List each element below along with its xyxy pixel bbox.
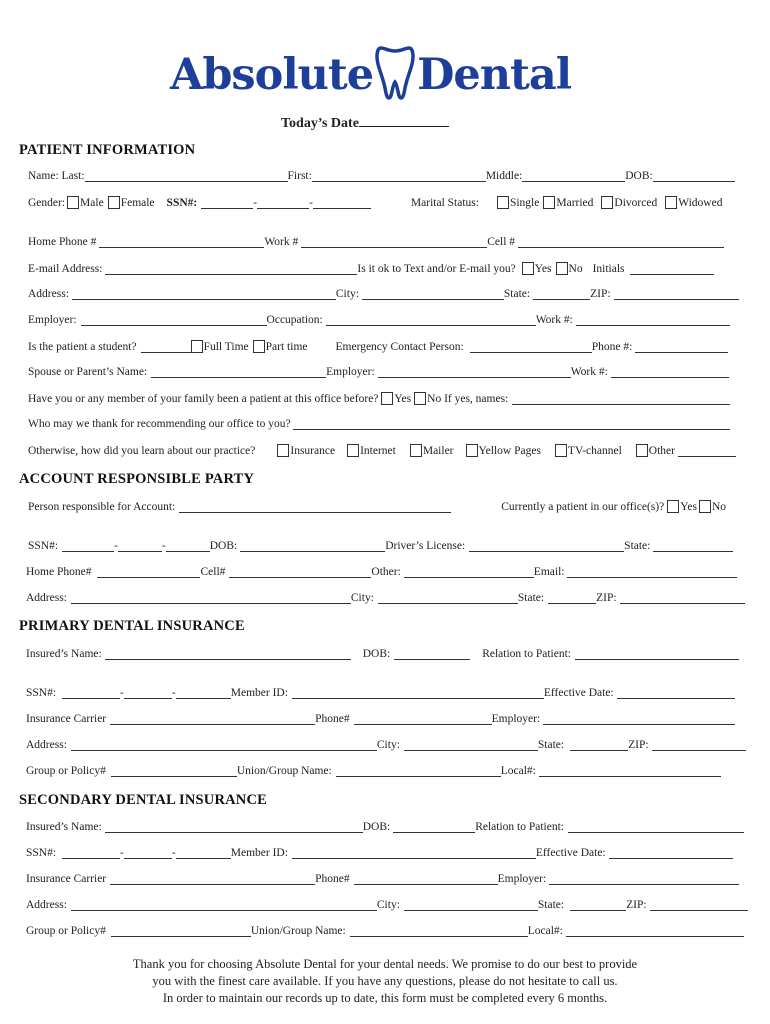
first-name-line[interactable]: [312, 170, 486, 182]
secondary-zip-line[interactable]: [650, 899, 748, 911]
label-secondary-member: Member ID:: [230, 847, 288, 859]
label-secondary-employer: Employer:: [497, 873, 547, 885]
todays-date-field[interactable]: [281, 114, 449, 132]
label-female: Female: [120, 197, 155, 209]
row-been-patient: [28, 392, 730, 405]
account-address-line[interactable]: [71, 592, 351, 604]
divorced-checkbox[interactable]: [601, 196, 613, 209]
label-work: Work #: [264, 236, 299, 248]
label-work-hash: Work #:: [535, 314, 573, 326]
row-secondary-ssn: SSN#: - - Member ID: Effective Date:: [26, 847, 733, 859]
label-widowed: Widowed: [678, 197, 723, 209]
middle-name-line[interactable]: [522, 170, 625, 182]
primary-city-line[interactable]: [404, 739, 538, 751]
ssn-line-2[interactable]: [257, 197, 309, 209]
spouse-line[interactable]: [151, 366, 326, 378]
row-address: [28, 288, 739, 300]
work-phone-line[interactable]: [301, 236, 487, 248]
label-primary-insured: Insured’s Name:: [26, 648, 102, 660]
label-secondary-city: City:: [376, 899, 400, 911]
label-full-time: Full Time: [203, 341, 249, 353]
label-drivers-license: Driver’s License:: [385, 540, 466, 552]
license-state-line[interactable]: [653, 540, 733, 552]
label-been-patient: Have you or any member of your family been a patient at this office before?: [28, 393, 379, 405]
label-name-last: Name: Last:: [28, 170, 85, 182]
account-dob-line[interactable]: [240, 540, 385, 552]
footer-line-2: you with the finest care available. If you have any questions, please do not hesitate to call us.: [152, 974, 618, 988]
other-checkbox[interactable]: [636, 444, 648, 457]
secondary-address-line[interactable]: [71, 899, 377, 911]
primary-phone-line[interactable]: [354, 713, 492, 725]
label-account-email: Email:: [533, 566, 565, 578]
row-secondary-carrier: [26, 873, 739, 885]
account-ssn-line-1[interactable]: [62, 540, 114, 552]
account-ssn-line-2[interactable]: [118, 540, 162, 552]
label-account-ssn: SSN#:: [28, 540, 59, 552]
row-student: [28, 340, 728, 353]
primary-ssn-line-1[interactable]: [62, 687, 120, 699]
footer-line-1: Thank you for choosing Absolute Dental for your dental needs. We promise to do our best to provide: [132, 957, 638, 971]
primary-effective-line[interactable]: [617, 687, 735, 699]
label-occupation: Occupation:: [266, 314, 323, 326]
label-secondary-effective: Effective Date:: [535, 847, 606, 859]
city-line[interactable]: [362, 288, 504, 300]
label-email: E-mail Address:: [28, 263, 103, 275]
row-learn: [28, 444, 736, 457]
label-initials: Initials: [592, 263, 625, 275]
married-checkbox[interactable]: [543, 196, 555, 209]
label-account-cell: Cell#: [200, 566, 226, 578]
row-primary-ssn: SSN#: - - Member ID: Effective Date:: [26, 687, 735, 699]
primary-relation-line[interactable]: [575, 648, 739, 660]
label-secondary-address: Address:: [26, 899, 67, 911]
todays-date-label: Today’s Date: [281, 116, 359, 131]
label-primary-dob: DOB:: [362, 648, 391, 660]
primary-dob-line[interactable]: [394, 648, 470, 660]
label-secondary-local: Local#:: [527, 925, 563, 937]
label-currently-yes: Yes: [680, 501, 697, 513]
dob-line[interactable]: [653, 170, 735, 182]
account-ssn-line-3[interactable]: [166, 540, 210, 552]
female-checkbox[interactable]: [108, 196, 120, 209]
label-secondary-carrier: Insurance Carrier: [26, 873, 107, 885]
insurance-checkbox[interactable]: [277, 444, 289, 457]
label-account-city: City:: [350, 592, 374, 604]
emergency-phone-line[interactable]: [635, 341, 728, 353]
label-currently-patient: Currently a patient in our office(s)?: [501, 501, 665, 513]
label-tv-channel: TV-channel: [567, 445, 622, 457]
label-text-no: No: [568, 263, 583, 275]
mailer-checkbox[interactable]: [410, 444, 422, 457]
label-primary-member: Member ID:: [230, 687, 288, 699]
label-account-address: Address:: [26, 592, 67, 604]
yellow-pages-checkbox[interactable]: [466, 444, 478, 457]
heading-primary-insurance: PRIMARY DENTAL INSURANCE: [19, 618, 245, 634]
last-name-line[interactable]: [85, 170, 288, 182]
label-been-patient-yes: Yes: [394, 393, 412, 405]
label-secondary-relation: Relation to Patient:: [475, 821, 564, 833]
row-primary-address: [26, 739, 746, 751]
secondary-member-line[interactable]: [292, 847, 536, 859]
label-single: Single: [509, 197, 540, 209]
spouse-employer-line[interactable]: [378, 366, 571, 378]
row-secondary-insured: [26, 821, 744, 833]
label-account-other: Other:: [371, 566, 401, 578]
tooth-icon: [375, 42, 415, 100]
footer-line-3: In order to maintain our records up to date, this form must be completed every 6 months.: [162, 991, 608, 1005]
label-primary-address: Address:: [26, 739, 67, 751]
primary-group-line[interactable]: [111, 765, 237, 777]
label-account-home-phone: Home Phone#: [26, 566, 92, 578]
ssn-line-3[interactable]: [313, 197, 371, 209]
heading-patient-information: PATIENT INFORMATION: [19, 142, 196, 158]
secondary-group-line[interactable]: [111, 925, 251, 937]
recommend-line[interactable]: [293, 418, 730, 430]
absolute-dental-logo: [170, 50, 571, 100]
label-primary-city: City:: [376, 739, 400, 751]
label-primary-effective: Effective Date:: [543, 687, 614, 699]
row-primary-group: [26, 765, 721, 777]
account-city-line[interactable]: [378, 592, 518, 604]
account-state-line[interactable]: [548, 592, 596, 604]
row-spouse: [28, 366, 729, 378]
emergency-contact-line[interactable]: [470, 341, 592, 353]
label-secondary-group: Group or Policy#: [26, 925, 106, 937]
label-primary-relation: Relation to Patient:: [482, 648, 571, 660]
label-mailer: Mailer: [422, 445, 454, 457]
account-cell-line[interactable]: [229, 566, 371, 578]
row-secondary-group: [26, 925, 744, 937]
row-recommend: [28, 418, 730, 430]
secondary-ssn-line-3[interactable]: [176, 847, 231, 859]
label-employer: Employer:: [28, 314, 77, 326]
footer-note: [0, 956, 770, 1007]
secondary-ssn-line-1[interactable]: [62, 847, 120, 859]
currently-yes-checkbox[interactable]: [667, 500, 679, 513]
account-email-line[interactable]: [567, 566, 737, 578]
label-other: Other: [648, 445, 675, 457]
label-secondary-phone: Phone#: [315, 873, 350, 885]
address-line[interactable]: [72, 288, 336, 300]
label-currently-no: No: [711, 501, 727, 513]
label-primary-carrier: Insurance Carrier: [26, 713, 107, 725]
secondary-relation-line[interactable]: [568, 821, 744, 833]
logo-text-absolute: Absolute: [170, 50, 374, 100]
label-gender: Gender:: [28, 197, 66, 209]
label-secondary-insured: Insured’s Name:: [26, 821, 102, 833]
been-patient-yes-checkbox[interactable]: [381, 392, 393, 405]
row-account-phones: [26, 566, 737, 578]
primary-union-line[interactable]: [336, 765, 501, 777]
male-checkbox[interactable]: [67, 196, 79, 209]
row-gender: Gender: Male Female SSN#: - - Marital Status: Single Married Divorced Widowed: [28, 197, 723, 209]
label-emergency-contact: Emergency Contact Person:: [335, 341, 464, 353]
primary-zip-line[interactable]: [652, 739, 746, 751]
spouse-work-line[interactable]: [611, 366, 729, 378]
secondary-carrier-line[interactable]: [110, 873, 315, 885]
primary-insured-line[interactable]: [105, 648, 351, 660]
zip-line[interactable]: [614, 288, 739, 300]
label-primary-phone: Phone#: [315, 713, 350, 725]
ssn-line-1[interactable]: [201, 197, 253, 209]
label-otherwise: Otherwise, how did you learn about our practice?: [28, 445, 256, 457]
part-time-checkbox[interactable]: [253, 340, 265, 353]
row-person-responsible: [28, 500, 726, 513]
label-primary-state: State:: [537, 739, 565, 751]
secondary-employer-line[interactable]: [549, 873, 739, 885]
label-marital-status: Marital Status:: [410, 197, 479, 209]
primary-local-line[interactable]: [539, 765, 721, 777]
todays-date-line[interactable]: [359, 114, 449, 127]
full-time-checkbox[interactable]: [191, 340, 203, 353]
internet-checkbox[interactable]: [347, 444, 359, 457]
label-primary-ssn: SSN#:: [26, 687, 57, 699]
email-line[interactable]: [105, 263, 357, 275]
heading-account-responsible: ACCOUNT RESPONSIBLE PARTY: [19, 471, 255, 487]
row-employer: [28, 314, 730, 326]
secondary-local-line[interactable]: [566, 925, 744, 937]
label-account-zip: ZIP:: [596, 592, 617, 604]
primary-ssn-line-2[interactable]: [124, 687, 172, 699]
label-text-ok: Is it ok to Text and/or E-mail you?: [357, 263, 516, 275]
row-primary-insured: [26, 648, 739, 660]
label-middle: Middle:: [485, 170, 523, 182]
label-zip: ZIP:: [590, 288, 611, 300]
label-person-responsible: Person responsible for Account:: [28, 501, 176, 513]
label-primary-union: Union/Group Name:: [236, 765, 332, 777]
secondary-city-line[interactable]: [404, 899, 538, 911]
row-email: [28, 262, 714, 275]
row-secondary-address: [26, 899, 748, 911]
label-been-patient-no: No If yes, names:: [427, 393, 509, 405]
logo-text-dental: Dental: [417, 50, 572, 100]
label-primary-local: Local#:: [500, 765, 536, 777]
been-patient-no-checkbox[interactable]: [414, 392, 426, 405]
label-secondary-dob: DOB:: [362, 821, 391, 833]
label-part-time: Part time: [265, 341, 308, 353]
work-hash-line[interactable]: [576, 314, 730, 326]
employer-line[interactable]: [81, 314, 267, 326]
label-dob: DOB:: [625, 170, 653, 182]
label-spouse: Spouse or Parent’s Name:: [28, 366, 148, 378]
label-spouse-employer: Employer:: [326, 366, 375, 378]
secondary-dob-line[interactable]: [393, 821, 475, 833]
initials-line[interactable]: [630, 263, 714, 275]
row-account-ssn: SSN#: - - DOB: Driver’s License: State:: [28, 540, 733, 552]
secondary-state-line[interactable]: [570, 899, 626, 911]
primary-member-line[interactable]: [292, 687, 544, 699]
label-male: Male: [80, 197, 104, 209]
names-line[interactable]: [512, 393, 730, 405]
label-spouse-work: Work #:: [570, 366, 608, 378]
label-married: Married: [556, 197, 594, 209]
label-first: First:: [287, 170, 312, 182]
label-state: State:: [503, 288, 531, 300]
label-yellow-pages: Yellow Pages: [478, 445, 541, 457]
primary-address-line[interactable]: [71, 739, 377, 751]
primary-ssn-line-3[interactable]: [176, 687, 231, 699]
heading-secondary-insurance: SECONDARY DENTAL INSURANCE: [19, 792, 268, 808]
account-other-line[interactable]: [404, 566, 534, 578]
label-secondary-union: Union/Group Name:: [250, 925, 346, 937]
row-name: [28, 170, 735, 182]
row-phones: [28, 236, 724, 248]
label-internet: Internet: [360, 445, 396, 457]
text-no-checkbox[interactable]: [556, 262, 568, 275]
label-primary-zip: ZIP:: [628, 739, 649, 751]
text-yes-checkbox[interactable]: [522, 262, 534, 275]
primary-state-line[interactable]: [570, 739, 628, 751]
label-city: City:: [335, 288, 359, 300]
row-account-address: [26, 592, 745, 604]
label-license-state: State:: [624, 540, 651, 552]
label-ssn: SSN#:: [166, 197, 198, 209]
single-checkbox[interactable]: [497, 196, 509, 209]
home-phone-line[interactable]: [99, 236, 264, 248]
label-cell: Cell #: [487, 236, 516, 248]
label-address: Address:: [28, 288, 69, 300]
account-home-phone-line[interactable]: [97, 566, 200, 578]
primary-employer-line[interactable]: [543, 713, 735, 725]
tv-channel-checkbox[interactable]: [555, 444, 567, 457]
secondary-phone-line[interactable]: [354, 873, 498, 885]
secondary-effective-line[interactable]: [609, 847, 733, 859]
secondary-ssn-line-2[interactable]: [124, 847, 172, 859]
other-line[interactable]: [678, 445, 736, 457]
label-secondary-ssn: SSN#:: [26, 847, 57, 859]
student-line[interactable]: [141, 341, 191, 353]
currently-no-checkbox[interactable]: [699, 500, 711, 513]
label-home-phone: Home Phone #: [28, 236, 97, 248]
occupation-line[interactable]: [326, 314, 536, 326]
state-line[interactable]: [533, 288, 590, 300]
drivers-license-line[interactable]: [469, 540, 624, 552]
label-insurance: Insurance: [290, 445, 336, 457]
label-recommend: Who may we thank for recommending our office to you?: [28, 418, 291, 430]
label-primary-group: Group or Policy#: [26, 765, 106, 777]
widowed-checkbox[interactable]: [665, 196, 677, 209]
label-primary-employer: Employer:: [491, 713, 541, 725]
cell-phone-line[interactable]: [518, 236, 724, 248]
label-emergency-phone: Phone #:: [591, 341, 633, 353]
label-divorced: Divorced: [614, 197, 658, 209]
label-student: Is the patient a student?: [28, 341, 137, 353]
primary-carrier-line[interactable]: [110, 713, 315, 725]
label-secondary-zip: ZIP:: [626, 899, 647, 911]
secondary-union-line[interactable]: [350, 925, 528, 937]
secondary-insured-line[interactable]: [105, 821, 363, 833]
account-zip-line[interactable]: [620, 592, 745, 604]
person-responsible-line[interactable]: [179, 501, 451, 513]
label-secondary-state: State:: [537, 899, 565, 911]
label-account-state: State:: [517, 592, 545, 604]
label-account-dob: DOB:: [209, 540, 238, 552]
label-text-yes: Yes: [534, 263, 552, 275]
row-primary-carrier: [26, 713, 735, 725]
